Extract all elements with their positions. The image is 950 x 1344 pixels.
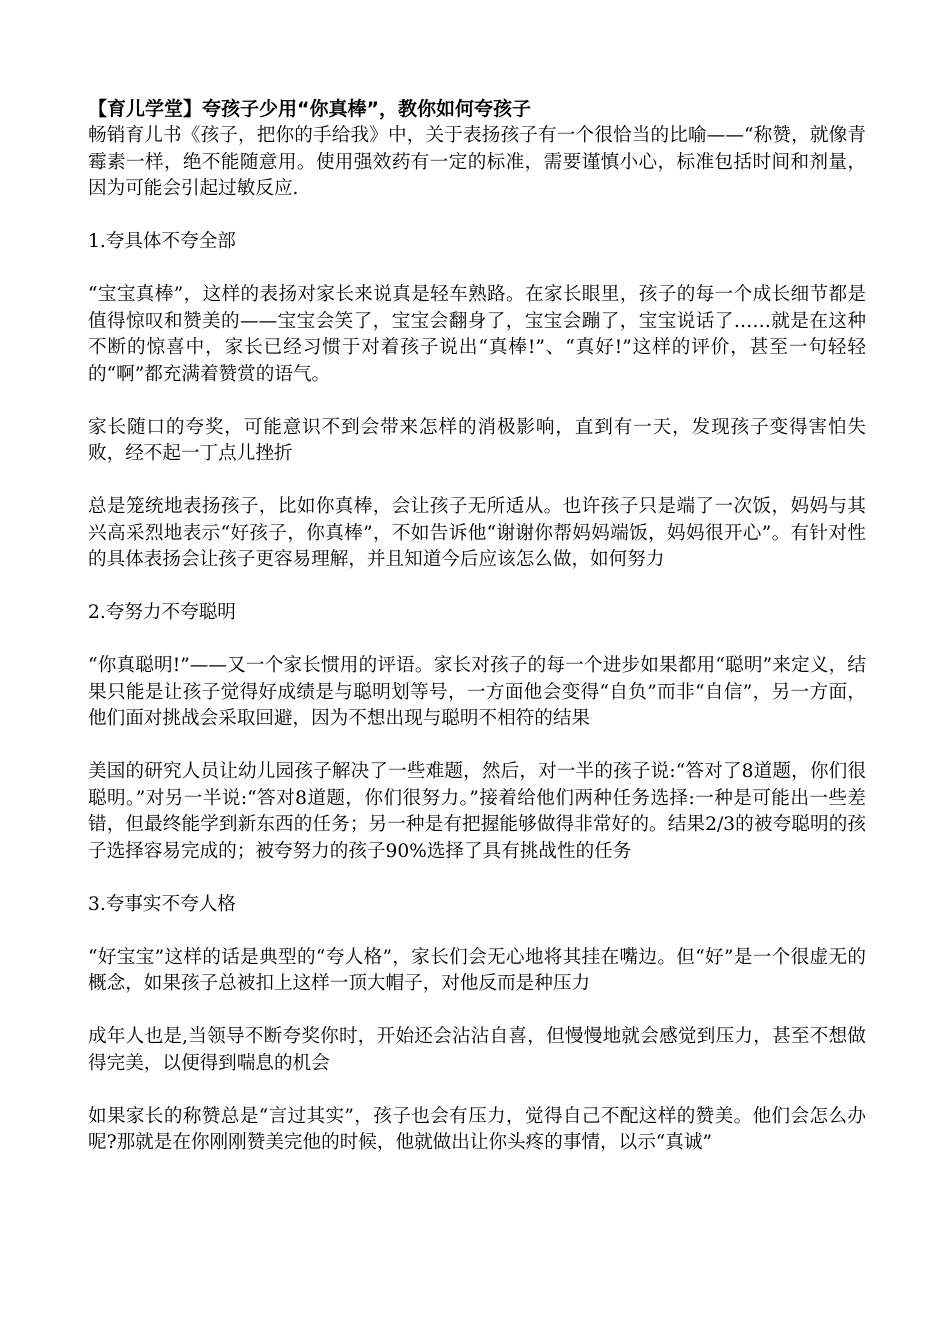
spacer (88, 574, 866, 601)
document-title: 【育儿学堂】夸孩子少用“你真棒”，教你如何夸孩子 (88, 98, 531, 120)
body-paragraph: “好宝宝”这样的话是典型的“夸人格”，家长们会无心地将其挂在嘴边。但“好”是一个很虚无的概念，如果孩子总被扣上这样一顶大帽子，对他反而是种压力 (88, 946, 866, 994)
body-paragraph: “宝宝真棒”，这样的表扬对家长来说真是轻车熟路。在家长眼里，孩子的每一个成长细节都是值得惊叹和赞美的——宝宝会笑了，宝宝会翻身了，宝宝会蹦了，宝宝说话了……就是在这种不断的惊喜中，家长已经习惯于对着孩子说出“真棒!”、“真好!”这样的评价，甚至一句轻轻的“啊”都充满着赞赏的语气。 (88, 284, 866, 385)
spacer (88, 256, 866, 283)
document-page (88, 96, 866, 1157)
spacer (88, 203, 866, 230)
body-paragraph: 如果家长的称赞总是“言过其实”，孩子也会有压力，觉得自己不配这样的赞美。他们会怎么办呢?那就是在你刚刚赞美完他的时候，他就做出让你头疼的事情，以示“真诚” (88, 1105, 866, 1153)
spacer (88, 865, 866, 892)
body-paragraph: 成年人也是,当领导不断夸奖你时，开始还会沾沾自喜，但慢慢地就会感觉到压力，甚至不想做得完美，以便得到喘息的机会 (88, 1026, 866, 1074)
body-paragraph: 家长随口的夸奖，可能意识不到会带来怎样的消极影响，直到有一天，发现孩子变得害怕失败，经不起一丁点儿挫折 (88, 416, 866, 464)
body-paragraph: 总是笼统地表扬孩子，比如你真棒，会让孩子无所适从。也许孩子只是端了一次饭，妈妈与其兴高采烈地表示“好孩子，你真棒”，不如告诉他“谢谢你帮妈妈端饭，妈妈很开心”。有针对性的具体表扬会让孩子更容易理解，并且知道今后应该怎么做，如何努力 (88, 496, 866, 570)
spacer (88, 998, 866, 1025)
section-heading: 3.夸事实不夸人格 (88, 893, 236, 915)
section-heading: 1.夸具体不夸全部 (88, 231, 236, 252)
spacer (88, 733, 866, 760)
spacer (88, 468, 866, 495)
spacer (88, 388, 866, 415)
spacer (88, 1077, 866, 1104)
section-heading: 2.夸努力不夸聪明 (88, 602, 236, 623)
body-paragraph: “你真聪明!”——又一个家长惯用的评语。家长对孩子的每一个进步如果都用“聪明”来定义，结果只能是让孩子觉得好成绩是与聪明划等号，一方面他会变得“自负”而非“自信”，另一方面，他们面对挑战会采取回避，因为不想出现与聪明不相符的结果 (88, 655, 866, 729)
spacer (88, 627, 866, 654)
spacer (88, 918, 866, 945)
intro-paragraph: 畅销育儿书《孩子，把你的手给我》中，关于表扬孩子有一个很恰当的比喻——“称赞，就像青霉素一样，绝不能随意用。使用强效药有一定的标准，需要谨慎小心，标准包括时间和剂量，因为可能会引起过敏反应. (88, 125, 866, 199)
body-paragraph: 美国的研究人员让幼儿园孩子解决了一些难题，然后，对一半的孩子说:“答对了8道题，你们很聪明。”对另一半说:“答对8道题，你们很努力。”接着给他们两种任务选择:一种是可能出一些差错，但最终能学到新东西的任务；另一种是有把握能够做得非常好的。结果2/3的被夸聪明的孩子选择容易完成的；被夸努力的孩子90%选择了具有挑战性的任务 (88, 761, 866, 862)
